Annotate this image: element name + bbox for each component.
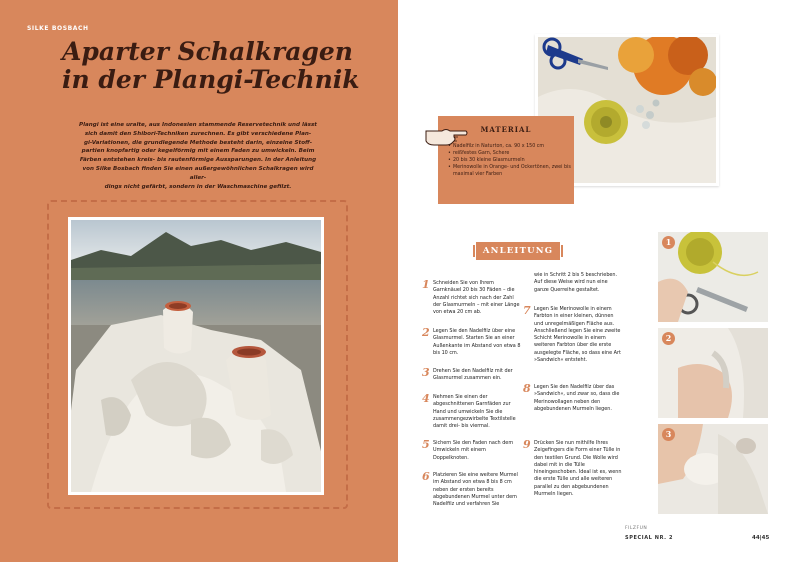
step-number: 1 xyxy=(422,278,430,291)
step-text: Legen Sie den Nadelfilz über das »Sandwich«, und zwar so, dass die Merinowollagen neben den abgebundenen Murmeln liegen. xyxy=(534,384,620,412)
intro-line: dings nicht gefärbt, sondern in der Waschmaschine gefilzt. xyxy=(104,183,292,190)
step-text: Sichern Sie den Faden nach dem Umwickeln mit einem Doppelknoten. xyxy=(433,440,514,461)
step-text: Platzieren Sie eine weitere Murmel im Abstand von etwa 8 bis 8 cm neben der ersten bereits abgebundenen Murmel unter dem Nadelfilz und verfahren Sie xyxy=(433,472,518,508)
intro-line: partien knopfartig oder kegelförmig mit einem Faden zu umwickeln. Beim xyxy=(81,148,315,155)
page-numbers: 44|45 xyxy=(752,535,770,541)
material-item: • Nadelfilz in Naturton, ca. 90 x 150 cm xyxy=(448,143,572,150)
intro-line: gi-Variationen, die grundlegende Methode besteht darin, einzelne Stoff- xyxy=(83,139,313,146)
step-text: Legen Sie den Nadelfilz über eine Glasmurmel. Starten Sie an einer Außenkante im Abstand von etwa 8 bis 10 cm. xyxy=(433,328,521,356)
step-number: 5 xyxy=(422,438,430,451)
instructions-heading: ANLEITUNG xyxy=(476,242,560,260)
material-item: • Merinowolle in Orange- und Ockertönen, zwei bis maximal vier Farben xyxy=(448,164,572,178)
material-title: MATERIAL xyxy=(480,125,532,134)
step-number: 7 xyxy=(523,304,531,317)
step-photo-badge: 3 xyxy=(662,428,675,441)
article-title xyxy=(62,38,382,94)
title-line-1: Aparter Schalkragen xyxy=(62,37,353,66)
step-text: Drücken Sie nun mithilfe Ihres Zeigefingers die Form einer Tülle in den textilen Grund. Die Wolle wird dabei mit in die Tülle hineingeschoben. Ideal ist es, wenn die erste Tülle und alle weiteren parallel zu den abgebundenen Murmeln liegen. xyxy=(534,440,622,498)
main-photo-frame xyxy=(68,217,324,495)
material-item: • reißfestes Garn, Schere xyxy=(448,150,572,157)
step-photo-2 xyxy=(658,328,768,418)
step-number: 2 xyxy=(422,326,430,339)
step-text: Nehmen Sie einen der abgeschnittenen Garnfäden zur Hand und umwickeln Sie die zusammengezwirbelte Textilstelle damit drei- bis viermal. xyxy=(433,394,516,430)
scarf-collar-photo xyxy=(71,220,321,492)
intro-line: Färben entstehen kreis- bis rautenförmige Aussparungen. In der Anleitung xyxy=(79,157,317,164)
material-item: • 20 bis 30 kleine Glasmurmeln xyxy=(448,157,572,164)
intro-text xyxy=(76,121,320,191)
step-photo-1 xyxy=(658,232,768,322)
step-text: wie in Schritt 2 bis 5 beschrieben. Auf diese Weise wird nun eine ganze Querreihe gestaltet. xyxy=(534,272,618,293)
step-text: Schneiden Sie von Ihrem Garnknäuel 20 bis 30 Fäden – die Anzahl richtet sich nach der Zahl der Glasmurmeln – mit einer Länge von etwa 20 cm ab. xyxy=(433,280,520,316)
step-text: Drehen Sie den Nadelfilz mit der Glasmurmel zusammen ein. xyxy=(433,368,513,382)
step-number: 9 xyxy=(523,438,531,451)
right-page xyxy=(398,0,795,562)
footer-magazine: FILZFUN xyxy=(625,526,648,531)
step-photo-badge: 2 xyxy=(662,332,675,345)
author-name: SILKE BOSBACH xyxy=(27,25,89,32)
intro-line: von Silke Bosbach finden Sie einen außergewöhnlichen Schalkragen wird aller- xyxy=(82,165,314,181)
material-list xyxy=(448,143,572,178)
step-photo-badge: 1 xyxy=(662,236,675,249)
material-box xyxy=(438,116,574,204)
step-number: 4 xyxy=(422,392,430,405)
footer-issue: SPECIAL NR. 2 xyxy=(625,535,674,541)
intro-line: sich damit den Shibori-Techniken zurechnen. Es gibt verschiedene Plan- xyxy=(84,130,312,137)
step-number: 3 xyxy=(422,366,430,379)
step-photo-image xyxy=(658,232,768,322)
step-photo-image xyxy=(658,328,768,418)
step-number: 6 xyxy=(422,470,430,483)
step-photo-3 xyxy=(658,424,768,514)
title-line-2: in der Plangi-Technik xyxy=(62,65,360,94)
step-number: 8 xyxy=(523,382,531,395)
step-text: Legen Sie Merinowolle in einem Farbton in einer kleinen, dünnen und unregelmäßigen Fläche aus. Anschließend legen Sie eine zweite Schicht Merinowolle in einem weiteren Farbton über die erste ausgelegte Fläche, so dass eine Art »Sandwich« entsteht. xyxy=(534,306,621,364)
intro-line: Plangi ist eine uralte, aus Indonesien stammende Reservetechnik und lässt xyxy=(79,122,317,128)
step-photo-image xyxy=(658,424,768,514)
